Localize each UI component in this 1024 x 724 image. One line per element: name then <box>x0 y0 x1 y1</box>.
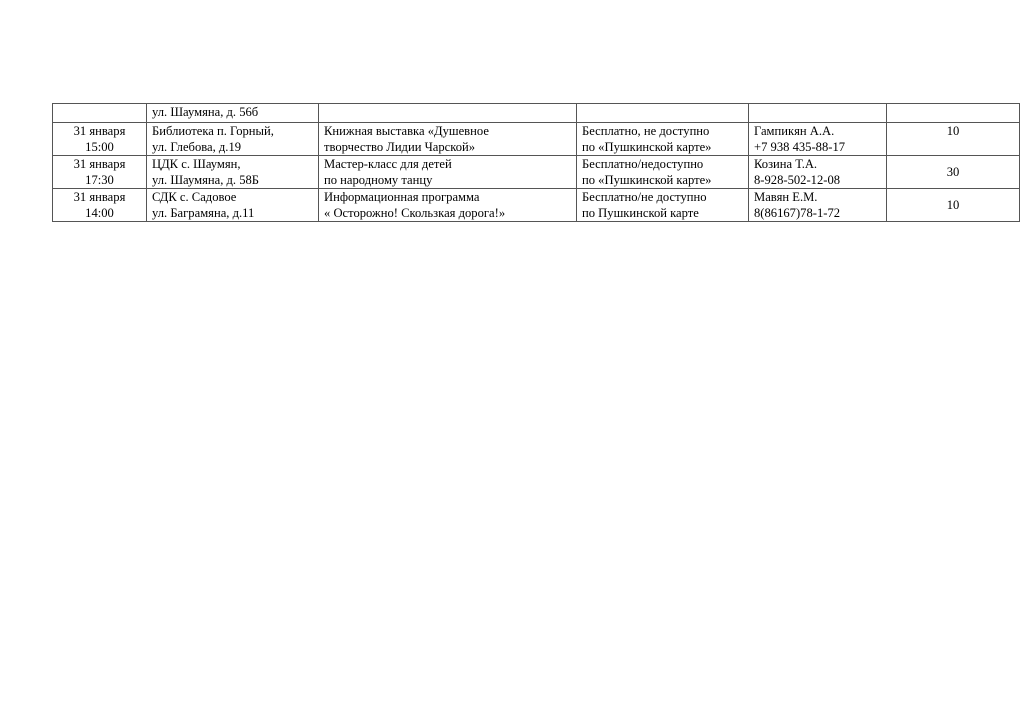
event-time: 17:30 <box>85 173 114 187</box>
contact-phone: +7 938 435-88-17 <box>754 140 846 154</box>
count-cell: 10 <box>887 123 1020 156</box>
contact-name: Гампикян А.А. <box>754 124 835 138</box>
price-cell <box>577 189 749 222</box>
count-cell: 30 <box>887 156 1020 189</box>
event-title-line2: « Осторожно! Скользкая дорога!» <box>324 206 506 220</box>
event-title-line2: творчество Лидии Чарской» <box>324 140 476 154</box>
table-row <box>53 189 1020 222</box>
place-address: ул. Баграмяна, д.11 <box>152 206 255 220</box>
price-cell <box>577 123 749 156</box>
contact-cell <box>749 123 887 156</box>
contact-name: Козина Т.А. <box>754 157 818 171</box>
event-cell <box>319 189 577 222</box>
count-cell: 10 <box>887 189 1020 222</box>
price-line1: Бесплатно, не доступно <box>582 124 710 138</box>
table-row <box>53 156 1020 189</box>
price-line1: Бесплатно/не доступно <box>582 190 707 204</box>
place-name: СДК с. Садовое <box>152 190 237 204</box>
event-title-line2: по народному танцу <box>324 173 433 187</box>
event-time: 15:00 <box>85 140 114 154</box>
event-cell <box>319 104 577 123</box>
place-address: ул. Шаумяна, д. 56б <box>152 105 259 119</box>
event-date: 31 января <box>73 124 126 138</box>
event-date: 31 января <box>73 190 126 204</box>
place-name: Библиотека п. Горный, <box>152 124 274 138</box>
price-line1: Бесплатно/недоступно <box>582 157 704 171</box>
contact-cell <box>749 189 887 222</box>
place-cell <box>147 189 319 222</box>
place-cell <box>147 104 319 123</box>
event-cell <box>319 156 577 189</box>
place-cell <box>147 123 319 156</box>
event-title-line1: Мастер-класс для детей <box>324 157 452 171</box>
event-time: 14:00 <box>85 206 114 220</box>
date-cell <box>53 123 147 156</box>
table-row <box>53 123 1020 156</box>
contact-name: Мавян Е.М. <box>754 190 818 204</box>
event-title-line1: Книжная выставка «Душевное <box>324 124 489 138</box>
place-name: ЦДК с. Шаумян, <box>152 157 241 171</box>
contact-phone: 8(86167)78-1-72 <box>754 206 841 220</box>
place-address: ул. Глебова, д.19 <box>152 140 242 154</box>
price-line2: по Пушкинской карте <box>582 206 699 220</box>
event-title-line1: Информационная программа <box>324 190 480 204</box>
price-cell <box>577 156 749 189</box>
price-cell <box>577 104 749 123</box>
date-cell <box>53 156 147 189</box>
place-address: ул. Шаумяна, д. 58Б <box>152 173 260 187</box>
price-line2: по «Пушкинской карте» <box>582 140 712 154</box>
price-line2: по «Пушкинской карте» <box>582 173 712 187</box>
contact-cell <box>749 156 887 189</box>
date-cell <box>53 104 147 123</box>
contact-phone: 8-928-502-12-08 <box>754 173 841 187</box>
events-table <box>52 103 1020 222</box>
event-cell <box>319 123 577 156</box>
table-row <box>53 104 1020 123</box>
event-date: 31 января <box>73 157 126 171</box>
date-cell <box>53 189 147 222</box>
place-cell <box>147 156 319 189</box>
contact-cell <box>749 104 887 123</box>
count-cell <box>887 104 1020 123</box>
